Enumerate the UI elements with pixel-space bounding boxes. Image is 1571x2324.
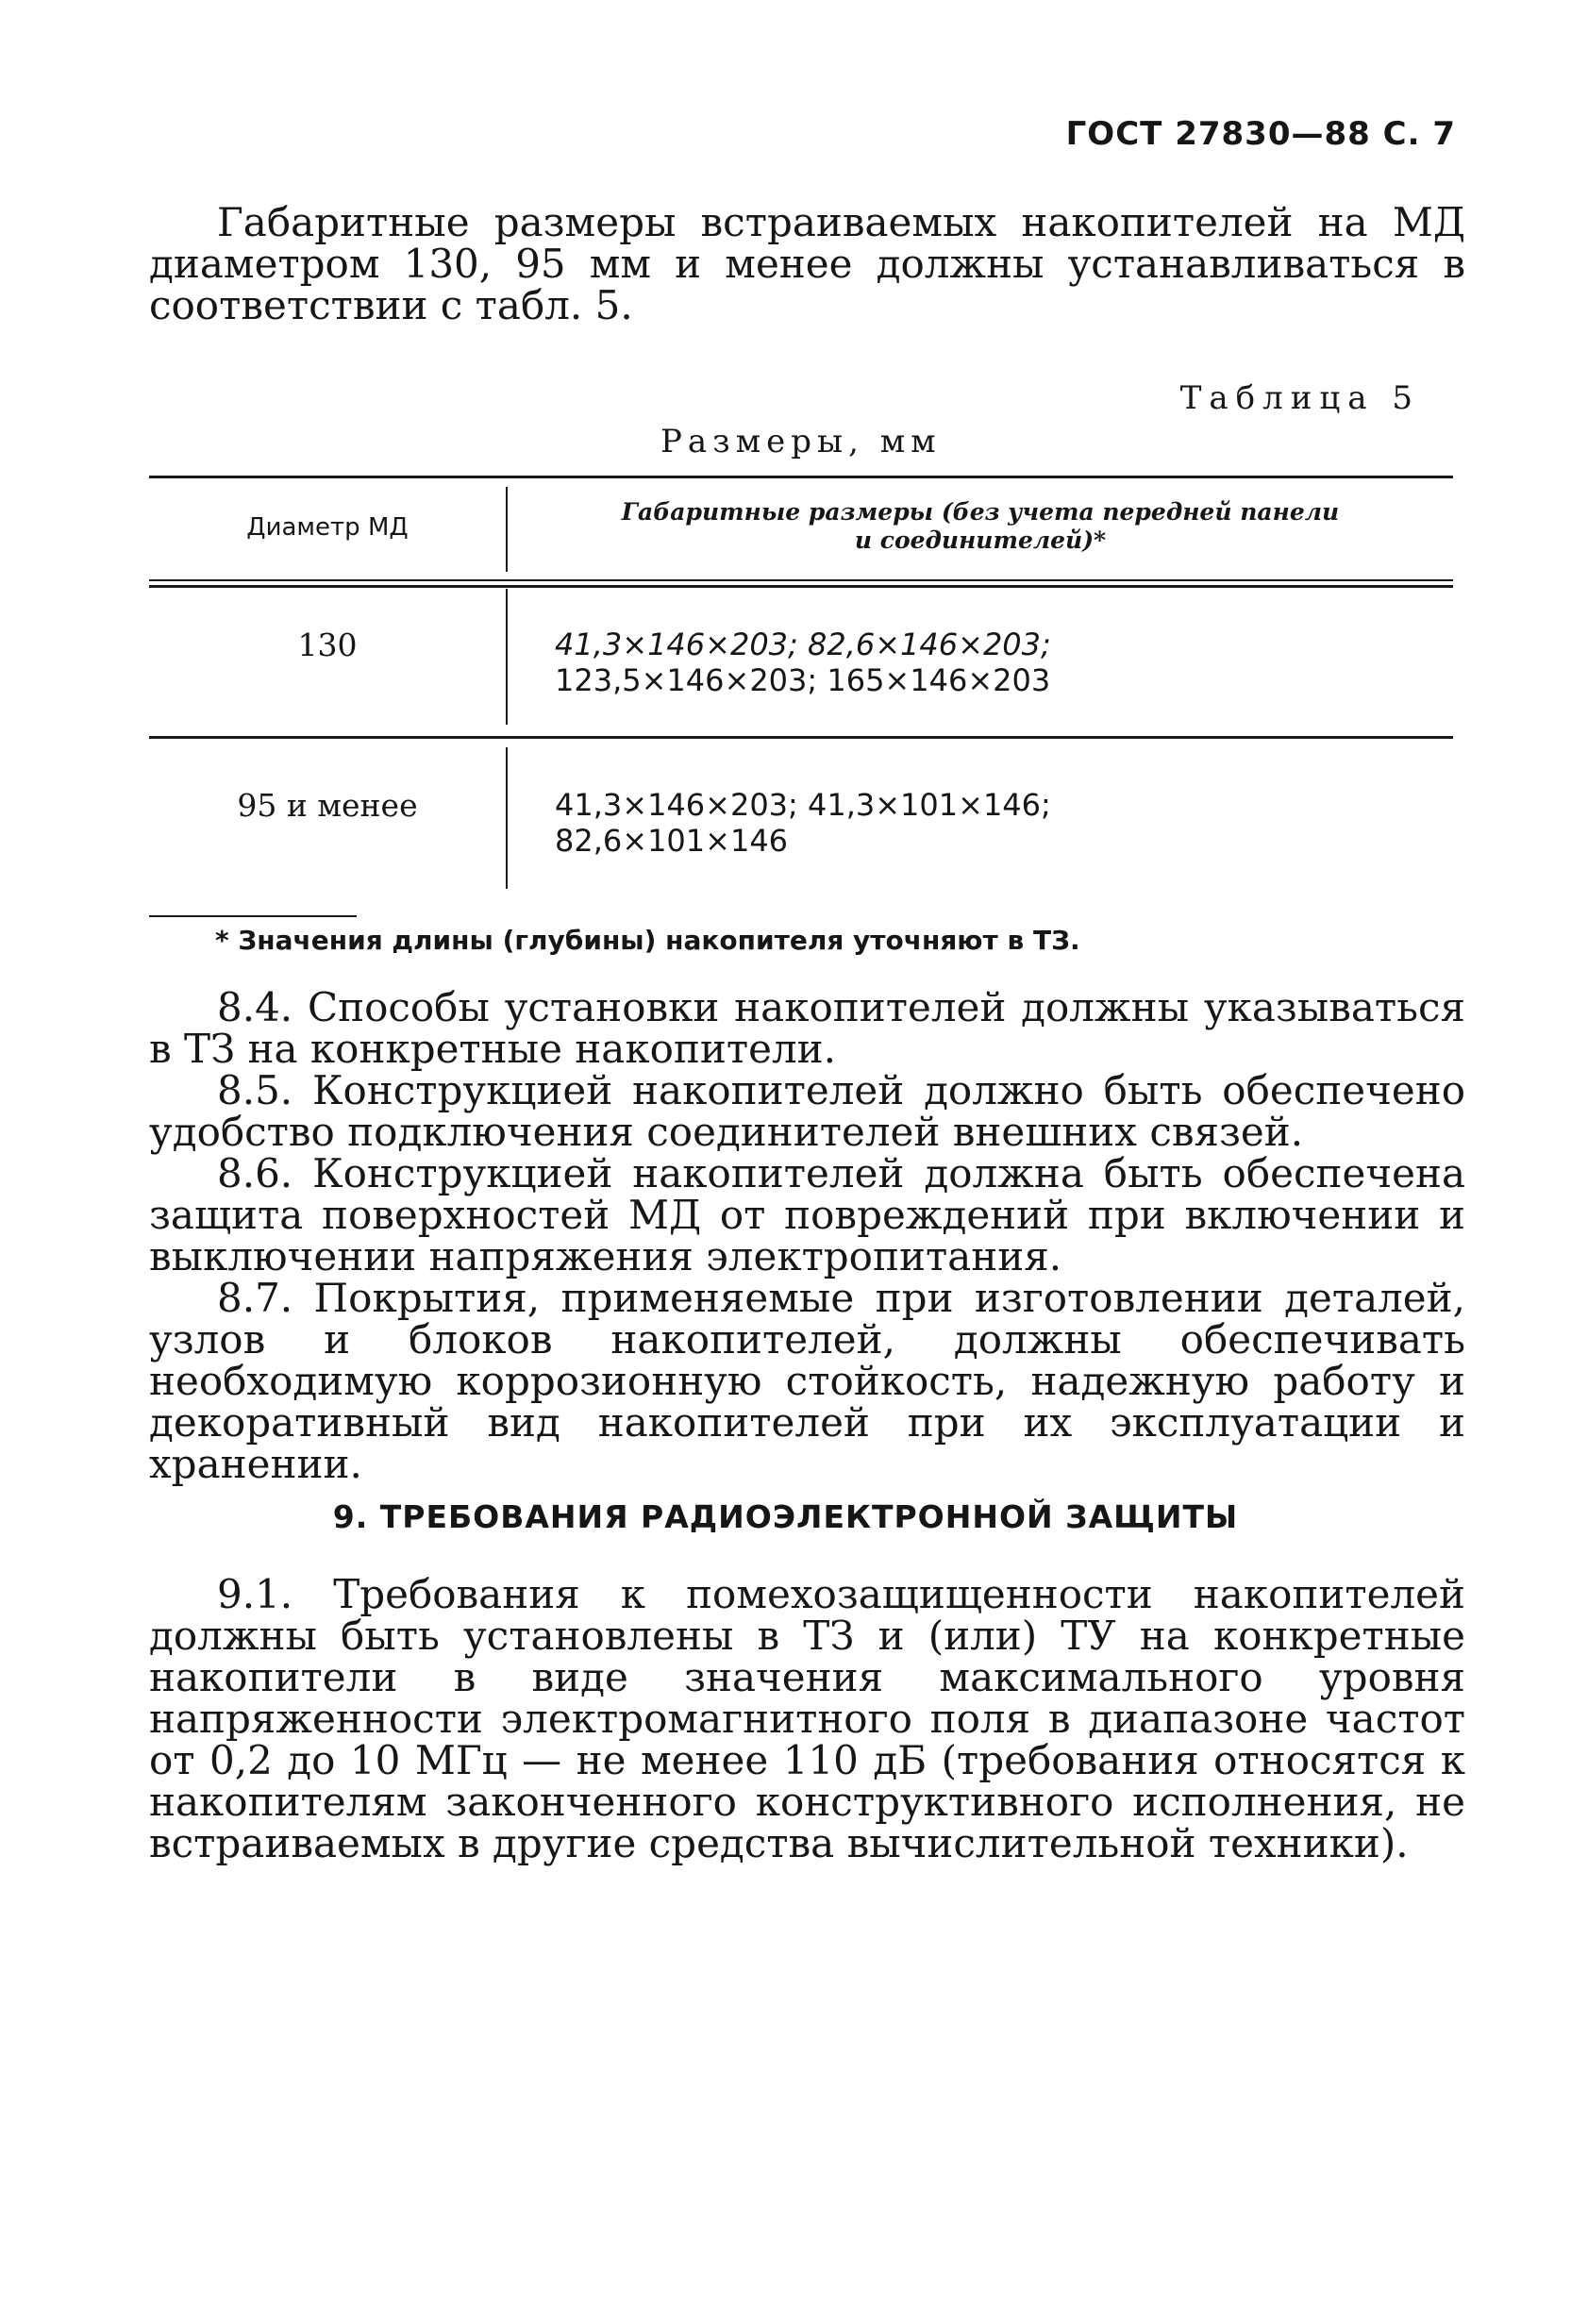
table-top-rule bbox=[149, 476, 1453, 478]
paragraph-8-4: 8.4. Способы установки накопителей должны указываться в ТЗ на конкретные накопители. bbox=[149, 984, 1465, 1072]
row1-diameter: 130 bbox=[297, 627, 358, 663]
row2-sizes-line2: 82,6×101×146 bbox=[555, 823, 789, 859]
row2-sizes-line1: 41,3×146×203; 41,3×101×146; bbox=[555, 787, 1051, 823]
col-header-sizes-line2: и соединителей)* bbox=[854, 527, 1107, 554]
header-rule-1 bbox=[149, 579, 1453, 581]
page-header: ГОСТ 27830—88 С. 7 bbox=[1065, 115, 1456, 153]
row2-diameter: 95 и менее bbox=[237, 787, 418, 824]
col-header-sizes bbox=[508, 498, 1453, 555]
paragraph-8-5: 8.5. Конструкцией накопителей должно быть обеспечено удобство подключения соединителей внешних связей. bbox=[149, 1067, 1465, 1155]
row1-divider bbox=[506, 589, 508, 725]
row1-sizes bbox=[555, 627, 1442, 698]
intro-paragraph: Габаритные размеры встраиваемых накопителей на МД диаметром 130, 95 мм и менее должны устанавливаться в соответствии с табл. 5. bbox=[149, 199, 1465, 328]
row2-divider bbox=[506, 747, 508, 889]
row2-sizes bbox=[555, 787, 1442, 859]
paragraph-9-1: 9.1. Требования к помехозащищенности накопителей должны быть установлены в ТЗ и (или) ТУ на конкретные накопители в виде значения максимального уровня напряженности электромагнитного поля в диапазоне частот от 0,2 до 10 МГц — не менее 110 дБ (требования относятся к накопителям законченного конструктивного исполнения, не встраиваемых в другие средства вычислительной техники). bbox=[149, 1571, 1465, 1866]
row1-sizes-line2: 123,5×146×203; 165×146×203 bbox=[555, 662, 1051, 698]
section-9-title: 9. ТРЕБОВАНИЯ РАДИОЭЛЕКТРОННОЙ ЗАЩИТЫ bbox=[332, 1498, 1239, 1535]
col-header-diameter: Диаметр МД bbox=[246, 513, 409, 542]
table-caption: Таблица 5 bbox=[1179, 379, 1420, 417]
col-header-sizes-line1: Габаритные размеры (без учета передней панели bbox=[621, 498, 1340, 526]
footnote-rule bbox=[149, 915, 357, 917]
table-units: Размеры, мм bbox=[660, 423, 942, 460]
table-footnote: * Значения длины (глубины) накопителя уточняют в ТЗ. bbox=[215, 925, 1080, 956]
paragraph-8-6: 8.6. Конструкцией накопителей должна быть обеспечена защита поверхностей МД от повреждений при включении и выключении напряжения электропитания. bbox=[149, 1150, 1465, 1279]
header-rule-2 bbox=[149, 585, 1453, 588]
row-separator bbox=[149, 736, 1453, 739]
paragraph-8-7: 8.7. Покрытия, применяемые при изготовлении деталей, узлов и блоков накопителей, должны обеспечивать необходимую коррозионную стойкость, надежную работу и декоративный вид накопителей при их эксплуатации и хранении. bbox=[149, 1275, 1465, 1487]
row1-sizes-line1: 41,3×146×203; 82,6×146×203; bbox=[555, 627, 1051, 662]
